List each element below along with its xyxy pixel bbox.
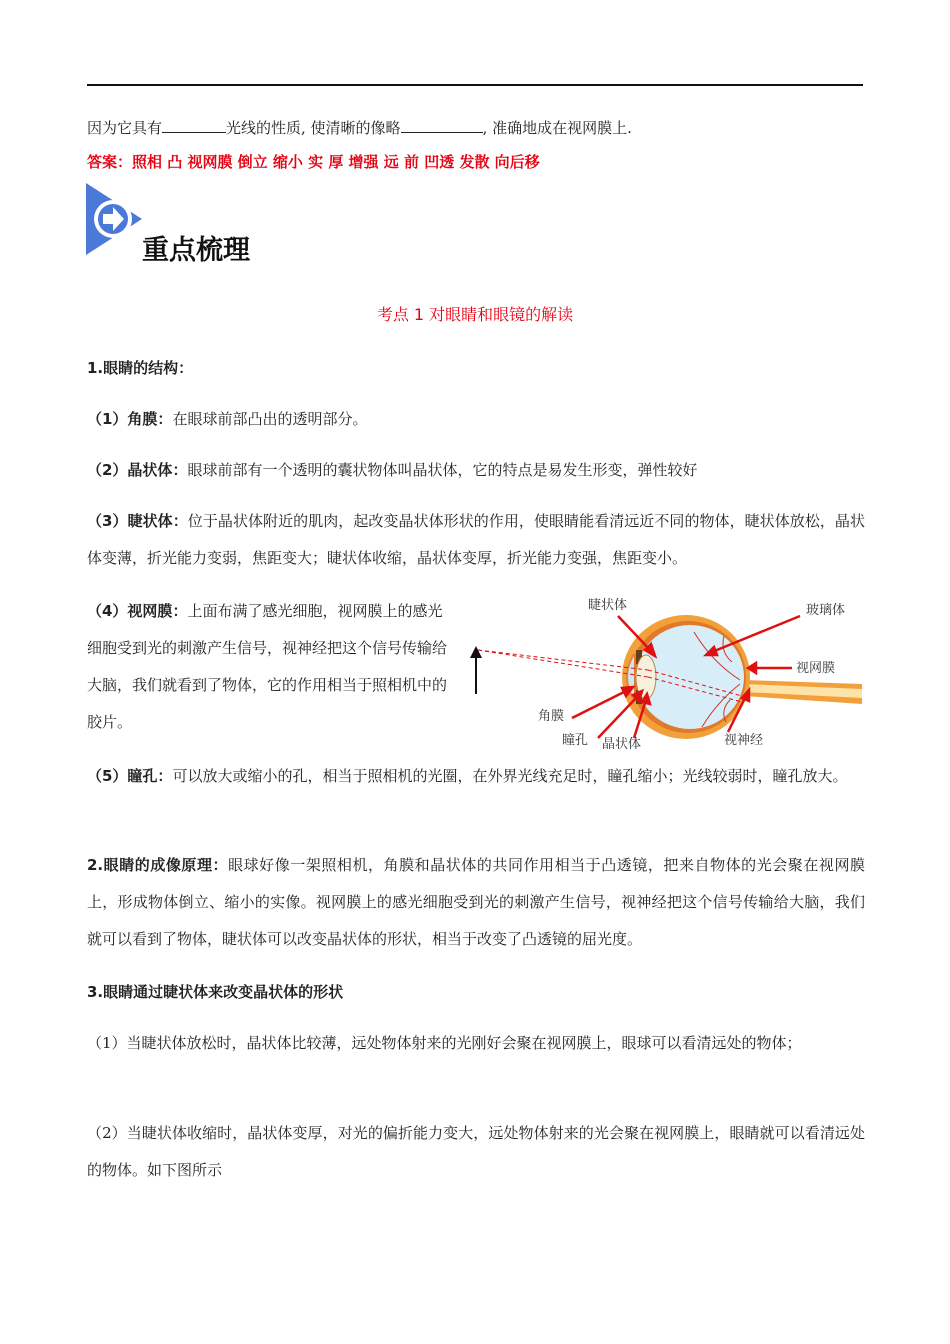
- structure-item: （4）视网膜：上面布满了感光细胞，视网膜上的感光细胞受到光的刺激产生信号，视神经把这个信号传输给大脑，我们就看到了物体，它的作用相当于照相机中的胶片。: [87, 602, 448, 731]
- label-retina: 视网膜: [796, 661, 836, 676]
- fill-blank[interactable]: [162, 118, 226, 133]
- label-lens: 晶状体: [602, 737, 642, 752]
- label-cornea: 角膜: [538, 709, 565, 724]
- intro-mid: 光线的性质, 使清晰的像略: [226, 119, 401, 137]
- topic-title: 考点 1 对眼睛和眼镜的解读: [376, 305, 574, 324]
- eye-diagram: [462, 592, 862, 758]
- intro-line: [87, 116, 632, 140]
- intro-end: , 准确地成在视网膜上.: [482, 119, 632, 137]
- structure-item: （5）瞳孔：可以放大或缩小的孔，相当于照相机的光圈，在外界光线充足时，瞳孔缩小；光线较弱时，瞳孔放大。: [87, 767, 848, 785]
- answer-line: 答案：照相 凸 视网膜 倒立 缩小 实 厚 增强 远 前 凹透 发散 向后移: [87, 153, 540, 171]
- arrow-circle-icon: [86, 183, 142, 255]
- section-heading: 重点梳理: [142, 235, 250, 266]
- principle-paragraph: 2.眼睛的成像原理：眼球好像一架照相机，角膜和晶状体的共同作用相当于凸透镜，把来自物体的光会聚在视网膜上，形成物体倒立、缩小的实像。视网膜上的感光细胞受到光的刺激产生信号，视神经把这个信号传输给大脑，我们就可以看到了物体，睫状体可以改变晶状体的形状，相当于改变了凸透镜的屈光度。: [87, 856, 865, 948]
- ciliary-item: （2）当睫状体收缩时，晶状体变厚，对光的偏折能力变大，远处物体射来的光会聚在视网膜上，眼睛就可以看清远处的物体。如下图所示: [87, 1124, 865, 1179]
- structure-item: （3）睫状体：位于晶状体附近的肌肉，起改变晶状体形状的作用，使眼睛能看清远近不同的物体，睫状体放松，晶状体变薄，折光能力变弱，焦距变大；睫状体收缩，晶状体变厚，折光能力变强，焦距变小。: [87, 512, 865, 567]
- structure-title: 1.眼睛的结构：: [87, 359, 194, 377]
- top-rule: [87, 84, 863, 86]
- structure-item: （1）角膜：在眼球前部凸出的透明部分。: [87, 410, 368, 428]
- structure-item: （2）晶状体：眼球前部有一个透明的囊状物体叫晶状体，它的特点是易发生形变，弹性较好: [87, 461, 698, 479]
- fill-blank[interactable]: [401, 118, 483, 133]
- ciliary-item: （1）当睫状体放松时，晶状体比较薄，远处物体射来的光刚好会聚在视网膜上，眼球可以看清远处的物体；: [87, 1034, 802, 1052]
- label-ciliary: 睫状体: [588, 598, 628, 613]
- label-pupil: 瞳孔: [562, 733, 589, 748]
- intro-start: 因为它具有: [87, 119, 163, 137]
- label-vitreous: 玻璃体: [806, 603, 846, 618]
- ciliary-title: 3.眼睛通过睫状体来改变晶状体的形状: [87, 983, 344, 1001]
- label-optic-nerve: 视神经: [724, 733, 764, 748]
